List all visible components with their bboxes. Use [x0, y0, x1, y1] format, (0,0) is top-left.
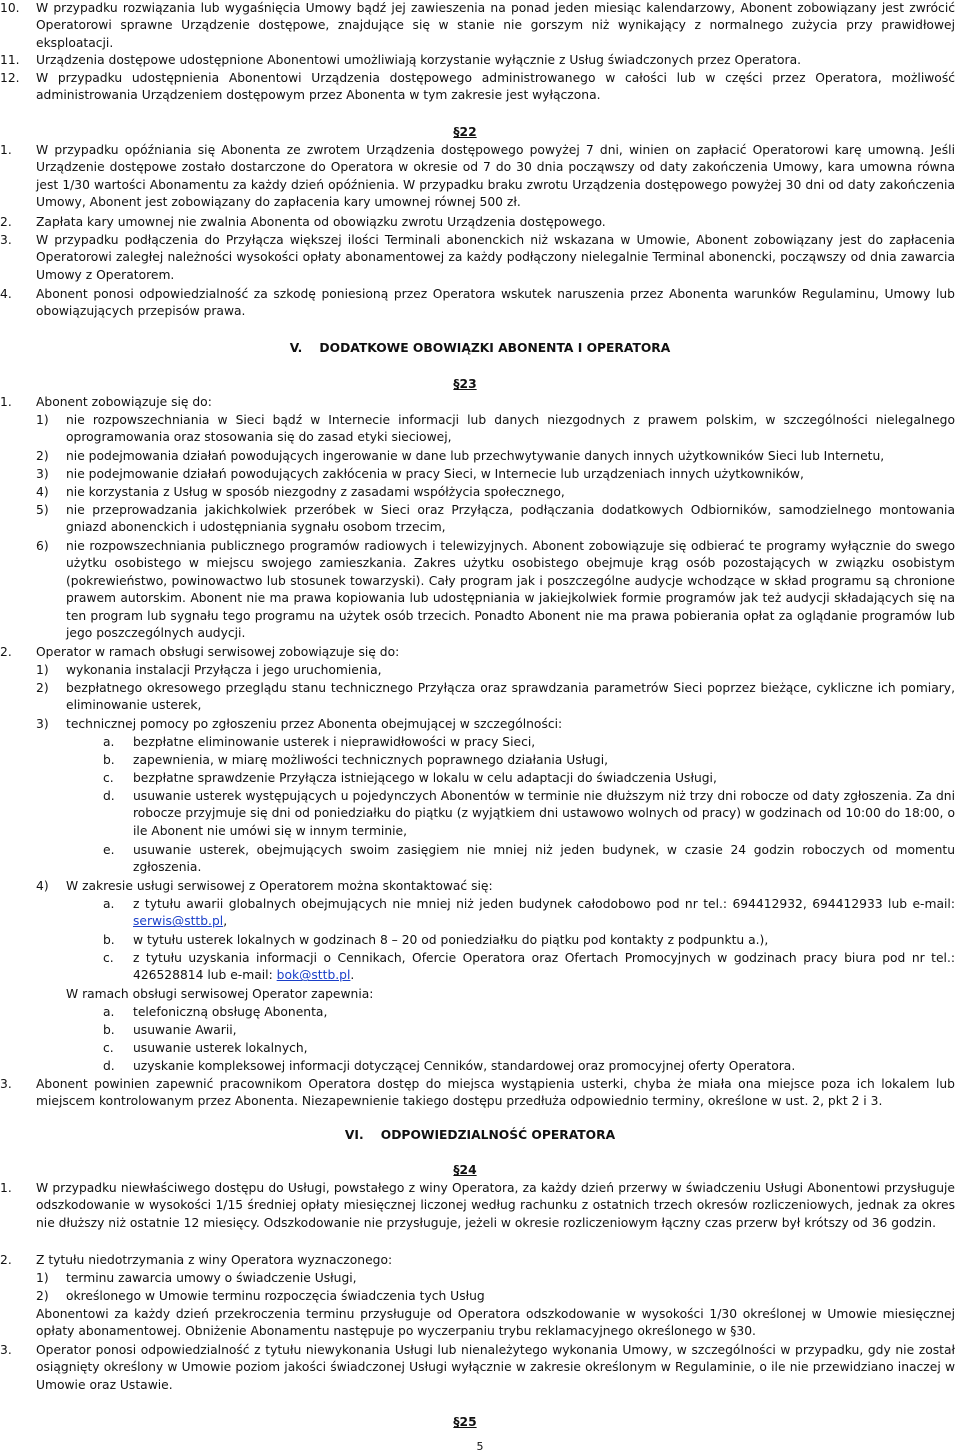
list-item: 1) nie rozpowszechniania w Sieci bądź w Internecie informacji lub danych niezgodnych z prawem polskim, w szczególności nielegalnego oprogramowania oraz stosowania się do zasad etyki sieciowej,: [36, 413, 955, 445]
contact-item: c. z tytułu uzyskania informacji o Cennikach, Ofercie Operatora oraz Ofertach Promocyjnych w godzinach pracy biura pod nr tel.: 426528814 lub e-mail: bok@sttb.pl.: [103, 951, 955, 983]
email-link[interactable]: bok@sttb.pl: [276, 968, 351, 983]
list-item: 3. Abonent powinien zapewnić pracownikom Operatora dostęp do miejsca wystąpienia usterki, chyba że miała ona miejsce poza ich lokalem lub miejscem kontrolowanym przez Abonenta. Niezapewnienie takiego dostępu przedłuża odpowiednio terminy, określone w ust. 2, pkt 2 i 3.: [0, 1077, 955, 1109]
paragraph-text: Abonentowi za każdy dzień przekroczenia terminu przysługuje od Operatora odszkodowanie w wysokości 1/30 określonej w Umowie miesięcznej opłaty abonamentowej. Obniżenie Abonamentu następuje po wyczerpaniu trybu reklamacyjnego określonego w §30.: [36, 1307, 955, 1339]
list-item: 3. W przypadku podłączenia do Przyłącza większej ilości Terminali abonenckich niż wskazana w Umowie, Abonent zobowiązany jest do zapłacenia Operatorowi zaległej należności wysokości opłaty abonamentowej za każdy podłączony nielegalnie Terminal abonencki, począwszy od dnia zawarcia Umowy z Operatorem.: [0, 233, 955, 282]
list-item: 2) nie podejmowania działań powodujących ingerowanie w dane lub przechwytywanie danych innych użytkowników Sieci lub Internetu,: [36, 449, 885, 463]
list-item: 3) nie podejmowanie działań powodujących zakłócenia w pracy Sieci, w Internecie lub urządzeniach innych użytkowników,: [36, 467, 804, 481]
list-item: d. usuwanie usterek występujących u pojedynczych Abonentów w terminie nie dłuższym niż trzy dni robocze od daty zgłoszenia. Za dni robocze przyjmuje się dni od poniedziałku do piątku (z wyjątkiem dni ustawowo wolnych od pracy) w godzinach od 10:00 do 18:00, o ile Abonent nie umówi się w innym terminie,: [103, 789, 955, 838]
list-item: 2) określonego w Umowie terminu rozpoczęcia świadczenia tych Usług: [36, 1289, 485, 1303]
list-item: 1. W przypadku opóźniania się Abonenta ze zwrotem Urządzenia dostępowego powyżej 7 dni, winien on zapłacić Operatorowi karę umowną. Jeśli Urządzenie dostępowe zostało dostarczone do Operatora w okresie od 7 do 30 dnia począwszy od daty zakończenia Umowy, kara umowna równa jest 1/30 wartości Abonamentu za każdy dzień opóźnienia. W przypadku braku zwrotu Urządzenia dostępowego powyżej 30 dni od daty zakończenia Umowy, Abonent jest zobowiązany do zapłacenia kary umownej równej 500 zł.: [0, 143, 955, 210]
list-item: b. usuwanie Awarii,: [103, 1023, 237, 1037]
paragraph-heading: §24: [453, 1163, 477, 1177]
list-item: 12. W przypadku udostępnienia Abonentowi Urządzenia dostępowego administrowanego w całości lub w części przez Operatora, możliwość administrowania Urządzeniem dostępowym przez Abonenta w tym zakresie jest wyłączona.: [0, 71, 955, 103]
list-item: 4. Abonent ponosi odpowiedzialność za szkodę poniesioną przez Operatora wskutek naruszenia przez Abonenta warunków Regulaminu, Umowy lub obowiązujących przepisów prawa.: [0, 287, 955, 319]
section-heading: VI. ODPOWIEDZIALNOŚĆ OPERATORA: [344, 1128, 616, 1142]
list-item: c. bezpłatne sprawdzenie Przyłącza istniejącego w lokalu w celu adaptacji do świadczenia Usługi,: [103, 771, 717, 785]
paragraph-heading: §22: [453, 125, 477, 139]
list-item: a. telefoniczną obsługę Abonenta,: [103, 1005, 328, 1019]
list-number: 2.: [0, 1253, 12, 1267]
list-item: 5) nie przeprowadzania jakichkolwiek przeróbek w Sieci oraz Przyłącza, podłączania dodatkowych Odbiorników, samodzielnego montowania gniazd abonenckich i udostępniania sygnału osobom trzecim,: [36, 503, 955, 535]
list-item: d. uzyskanie kompleksowej informacji dotyczącej Cenników, standardowej oraz promocyjnej oferty Operatora.: [103, 1059, 796, 1073]
list-number: 1.: [0, 395, 12, 409]
list-item: b. zapewnienia, w miarę możliwości technicznych poprawnego działania Usługi,: [103, 753, 609, 767]
list-item: c. usuwanie usterek lokalnych,: [103, 1041, 308, 1055]
list-item: 2) bezpłatnego okresowego przeglądu stanu technicznego Przyłącza oraz sprawdzania parametrów Sieci poprzez bieżące, cykliczne ich pomiary, eliminowanie usterek,: [36, 681, 955, 713]
list-item: 10. W przypadku rozwiązania lub wygaśnięcia Umowy bądź jej zawieszenia na ponad jeden miesiąc kalendarzowy, Abonent zobowiązany jest zwrócić Operatorowi sprawne Urządzenie dostępowe, znajdujące się w stanie nie gorszym niż wynikający z normalnego zużycia przy prawidłowej eksploatacji.: [0, 1, 955, 50]
contact-item: a. z tytułu awarii globalnych obejmujących nie mniej niż jeden budynek całodobowo pod nr tel.: 694412932, 694412933 lub e-mail: serwis@sttb.pl,: [103, 897, 955, 929]
section-heading: V. DODATKOWE OBOWIĄZKI ABONENTA I OPERATORA: [289, 341, 671, 355]
list-item: 11. Urządzenia dostępowe udostępnione Abonentowi umożliwiają korzystanie wyłącznie z Usług świadczonych przez Operatora.: [0, 53, 802, 67]
list-item: 4) nie korzystania z Usług w sposób niezgodny z zasadami współżycia społecznego,: [36, 485, 565, 499]
list-item: 1) wykonania instalacji Przyłącza i jego uruchomienia,: [36, 663, 382, 677]
list-lead: W ramach obsługi serwisowej Operator zapewnia:: [66, 987, 374, 1001]
list-number: 2.: [0, 645, 12, 659]
list-item: 4) W zakresie usługi serwisowej z Operatorem można skontaktować się:: [36, 879, 493, 893]
list-item: 3. Operator ponosi odpowiedzialność z tytułu niewykonania Usługi lub nienależytego wykonania Umowy, w szczególności w przypadku, gdy nie został osiągnięty określony w Umowie poziom jakości świadczonej Usługi wyłącznie w zakresie określonym w Regulaminie, o ile nie przewidziano inaczej w Umowie oraz Ustawie.: [0, 1343, 955, 1392]
list-item: 6) nie rozpowszechniania publicznego programów radiowych i telewizyjnych. Abonent zobowiązuje się odbierać te programy wyłącznie do swego użytku osobistego w miejscu swojego zamieszkania. Zakres użytku osobistego obejmuje krąg osób pozostających w związku osobistym (pokrewieństwo, powinowactwo lub stosunek towarzyski). Cały program jak i poszczególne audycje wchodzące w skład programu są chronione prawem autorskim. Abonent nie ma prawa kopiowania lub udostępniania w jakiejkolwiek formie programów jak też audycji składających się na ten program lub sygnału tego programu na użytek osób trzecich. Ponadto Abonent nie ma prawa pobierania opłat za oglądanie programów lub jego poszczególnych audycji.: [36, 539, 955, 641]
list-lead: Abonent zobowiązuje się do:: [36, 395, 212, 409]
list-item: 1) terminu zawarcia umowy o świadczenie Usługi,: [36, 1271, 357, 1285]
list-lead: Z tytułu niedotrzymania z winy Operatora wyznaczonego:: [36, 1253, 393, 1267]
contact-item: b. w tytułu usterek lokalnych w godzinach 8 – 20 od poniedziałku do piątku pod kontakty z podpunktu a.),: [103, 933, 769, 947]
list-item: 3) technicznej pomocy po zgłoszeniu przez Abonenta obejmującej w szczególności:: [36, 717, 563, 731]
paragraph-heading: §23: [453, 377, 477, 391]
list-item: a. bezpłatne eliminowanie usterek i nieprawidłowości w pracy Sieci,: [103, 735, 536, 749]
paragraph-heading: §25: [453, 1415, 477, 1429]
list-item: 1. W przypadku niewłaściwego dostępu do Usługi, powstałego z winy Operatora, za każdy dzień przerwy w świadczeniu Usługi Abonentowi przysługuje odszkodowanie w wysokości 1/15 średniej opłaty miesięcznej liczonej według rachunku z ostatnich trzech okresów rozliczeniowych, jednak za okres nie dłuższy niż ostatnie 12 miesięcy. Odszkodowanie nie przysługuje, jeżeli w okresie rozliczeniowym łączny czas przerw był krótszy od 36 godzin.: [0, 1181, 955, 1230]
page-number: 5: [476, 1440, 484, 1453]
list-item: e. usuwanie usterek, obejmujących swoim zasięgiem nie mniej niż jeden budynek, w czasie 24 godzin roboczych od momentu zgłoszenia.: [103, 843, 955, 875]
list-item: 2. Zapłata kary umownej nie zwalnia Abonenta od obowiązku zwrotu Urządzenia dostępowego.: [0, 215, 606, 229]
email-link[interactable]: serwis@sttb.pl: [133, 914, 224, 929]
list-lead: Operator w ramach obsługi serwisowej zobowiązuje się do:: [36, 645, 400, 659]
